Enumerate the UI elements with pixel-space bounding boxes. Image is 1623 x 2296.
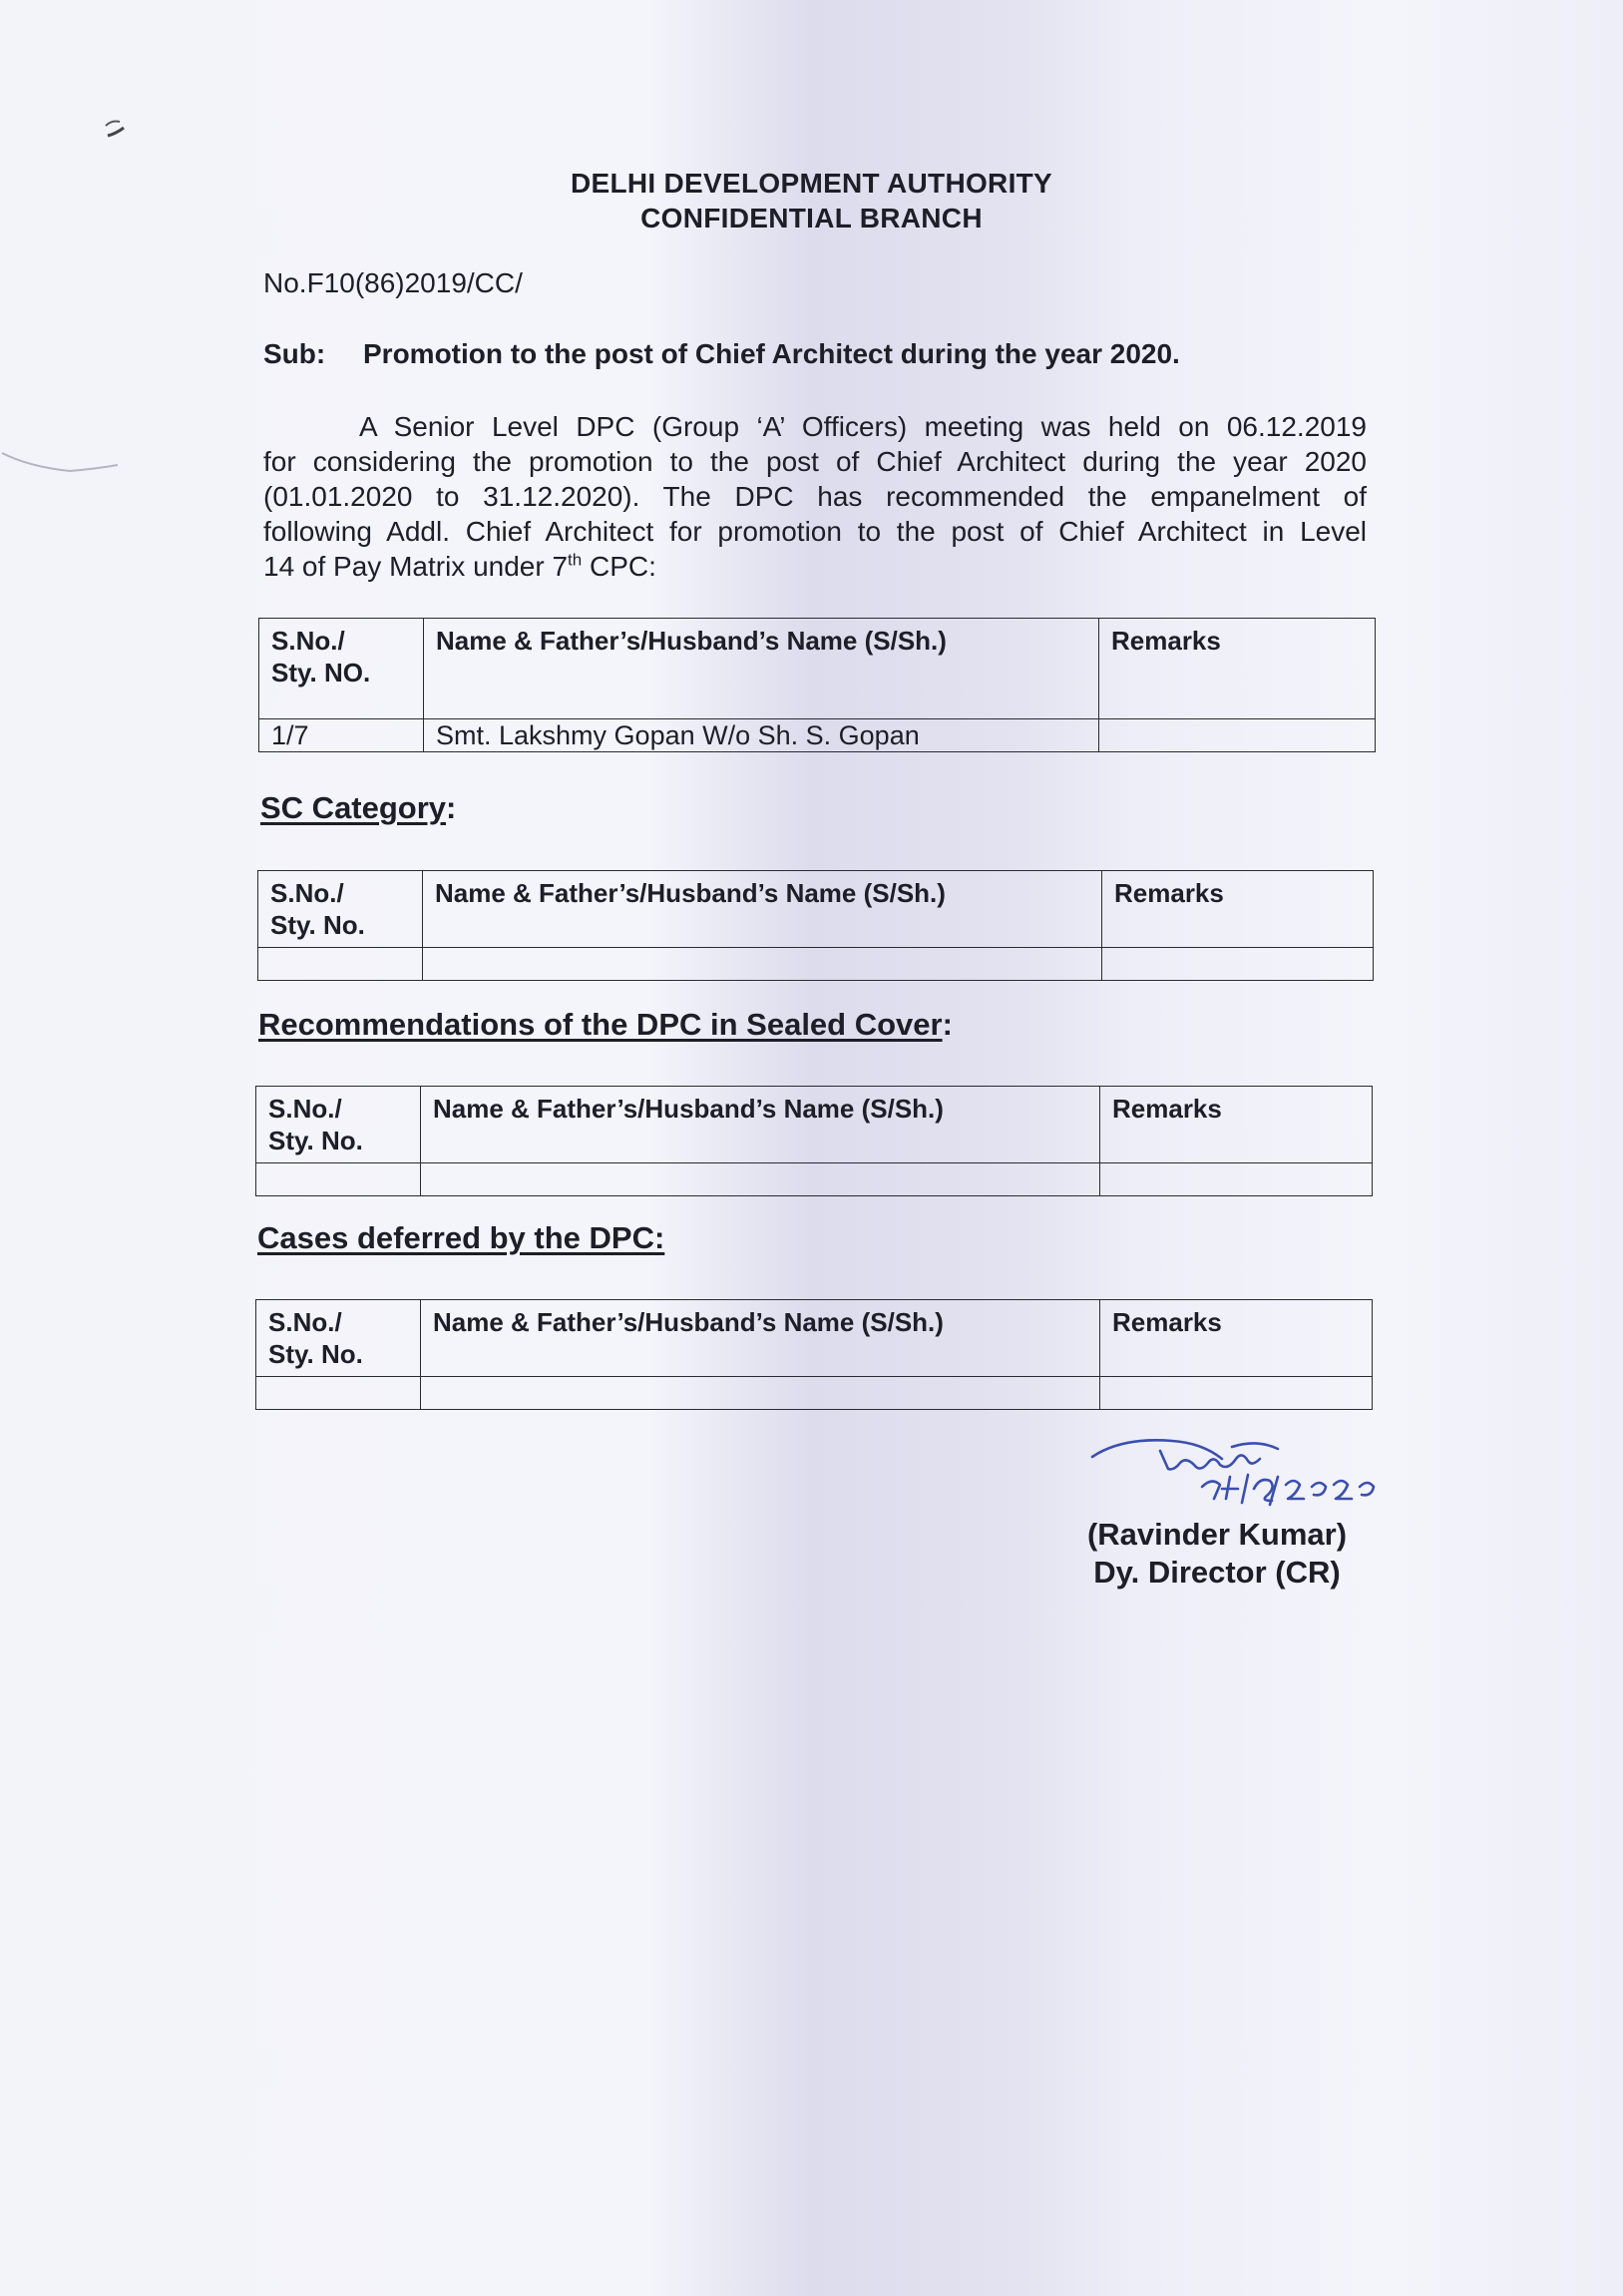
cell-sno <box>256 1163 421 1196</box>
col-header-remarks: Remarks <box>1102 871 1374 948</box>
subject-line <box>263 338 1180 370</box>
col-header-text: S.No./ <box>270 878 344 908</box>
body-line-text: CPC: <box>582 551 656 582</box>
cell-sno: 1/7 <box>259 719 424 752</box>
table-row <box>256 1377 1373 1410</box>
signatory-block <box>1077 1516 1357 1592</box>
table-row <box>258 948 1374 981</box>
subject-label: Sub: <box>263 338 326 369</box>
cell-sno <box>258 948 423 981</box>
col-header-text: S.No./ <box>268 1094 342 1124</box>
col-header-text: Sty. No. <box>268 1126 363 1155</box>
branch-name: CONFIDENTIAL BRANCH <box>640 203 983 233</box>
col-header-sno <box>258 871 423 948</box>
handwritten-signature <box>1082 1429 1451 1519</box>
col-header-name: Name & Father’s/Husband’s Name (S/Sh.) <box>424 619 1099 719</box>
cell-remarks <box>1102 948 1374 981</box>
scan-speck <box>102 118 128 140</box>
col-header-name: Name & Father’s/Husband’s Name (S/Sh.) <box>423 871 1102 948</box>
col-header-text: Sty. NO. <box>271 658 371 688</box>
body-paragraph <box>263 409 1367 584</box>
body-line: following Addl. Chief Architect for promotion to the post of Chief Architect in Level <box>263 516 1367 547</box>
col-header-sno <box>259 619 424 719</box>
body-line: (01.01.2020 to 31.12.2020). The DPC has recommended the empanelment of <box>263 481 1367 512</box>
col-header-sno <box>256 1087 421 1163</box>
body-line <box>263 549 1367 584</box>
table-header-row <box>256 1300 1373 1377</box>
body-line-text: 14 of Pay Matrix under 7 <box>263 551 569 582</box>
document-header <box>0 166 1623 235</box>
col-header-remarks: Remarks <box>1100 1087 1373 1163</box>
col-header-remarks: Remarks <box>1100 1300 1373 1377</box>
section-heading-sc <box>260 790 456 826</box>
table-row <box>259 719 1376 752</box>
col-header-name: Name & Father’s/Husband’s Name (S/Sh.) <box>421 1087 1100 1163</box>
section-heading-text: SC Category <box>260 790 447 825</box>
col-header-name: Name & Father’s/Husband’s Name (S/Sh.) <box>421 1300 1100 1377</box>
col-header-text: S.No./ <box>268 1307 342 1337</box>
cell-name <box>423 948 1102 981</box>
cell-name <box>421 1377 1100 1410</box>
col-header-remarks: Remarks <box>1099 619 1376 719</box>
col-header-text: S.No./ <box>271 626 345 656</box>
cell-remarks <box>1099 719 1376 752</box>
body-line: for considering the promotion to the post of Chief Architect during the year 2020 <box>263 446 1367 477</box>
cell-remarks <box>1100 1163 1373 1196</box>
subject-text: Promotion to the post of Chief Architect during the year 2020. <box>363 338 1180 369</box>
col-header-text: Sty. No. <box>268 1339 363 1369</box>
section-heading-sealed-cover <box>258 1007 953 1043</box>
reference-number: No.F10(86)2019/CC/ <box>263 267 523 298</box>
cell-name <box>421 1163 1100 1196</box>
deferred-table <box>255 1299 1373 1410</box>
section-heading-suffix: : <box>942 1007 953 1042</box>
table-header-row <box>259 619 1376 719</box>
section-heading-deferred <box>257 1220 664 1256</box>
body-line: A Senior Level DPC (Group ‘A’ Officers) meeting was held on 06.12.2019 <box>359 411 1367 442</box>
promotion-table <box>258 618 1376 752</box>
signatory-designation: Dy. Director (CR) <box>1093 1555 1341 1590</box>
table-header-row <box>258 871 1374 948</box>
section-heading-text: Recommendations of the DPC in Sealed Cover <box>258 1007 943 1042</box>
cell-remarks <box>1100 1377 1373 1410</box>
signatory-name: (Ravinder Kumar) <box>1086 1517 1348 1552</box>
sealed-cover-table <box>255 1086 1373 1196</box>
table-header-row <box>256 1087 1373 1163</box>
cell-sno <box>256 1377 421 1410</box>
cell-name: Smt. Lakshmy Gopan W/o Sh. S. Gopan <box>424 719 1099 752</box>
sc-category-table <box>257 870 1374 981</box>
section-heading-text: Cases deferred by the DPC: <box>257 1220 665 1255</box>
section-heading-suffix: : <box>446 790 457 825</box>
col-header-sno <box>256 1300 421 1377</box>
col-header-text: Sty. No. <box>270 910 365 940</box>
org-name: DELHI DEVELOPMENT AUTHORITY <box>570 168 1053 199</box>
superscript: th <box>568 550 583 570</box>
scan-streak <box>0 447 120 477</box>
table-row <box>256 1163 1373 1196</box>
